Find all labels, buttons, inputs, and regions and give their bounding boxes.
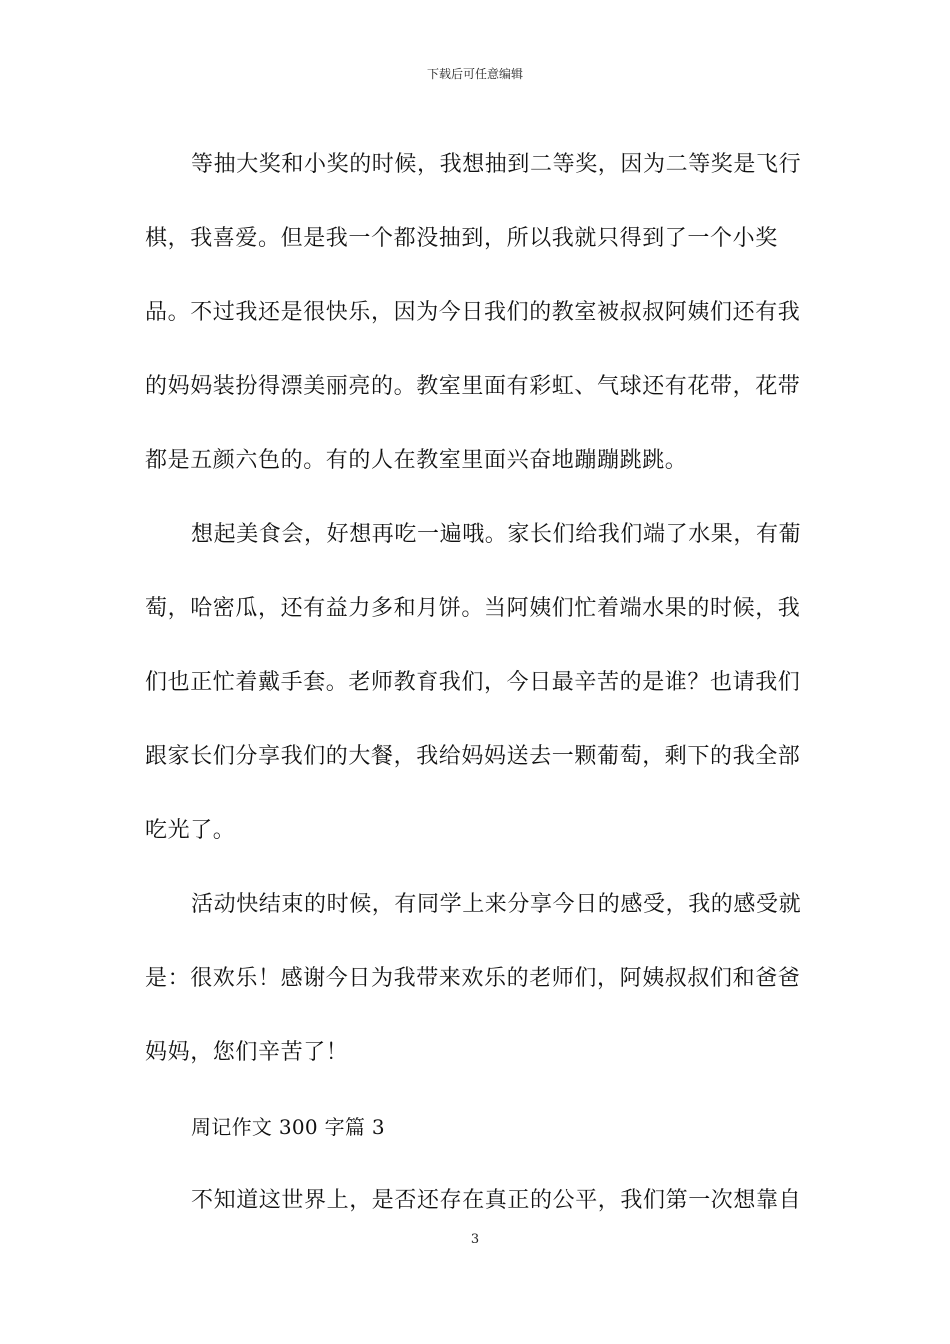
paragraph-ending: 活动快结束的时候，有同学上来分享今日的感受，我的感受就是：很欢乐！感谢今日为我带来欢乐的老师们，阿姨叔叔们和爸爸妈妈，您们辛苦了！ xyxy=(145,892,802,1065)
paragraph-food-party: 想起美食会，好想再吃一遍哦。家长们给我们端了水果，有葡萄，哈密瓜，还有益力多和月饼。当阿姨们忙着端水果的时候，我们也正忙着戴手套。老师教育我们，今日最辛苦的是谁？也请我们跟家长们分享我们的大餐，我给妈妈送去一颗葡萄，剩下的我全部吃光了。 xyxy=(145,522,802,843)
page-header-note: 下载后可任意编辑 xyxy=(426,67,523,81)
paragraph-fairness: 不知道这世界上，是否还存在真正的公平，我们第一次想靠自 xyxy=(191,1188,802,1213)
section-heading: 周记作文 300 字篇 3 xyxy=(191,1115,385,1139)
paragraph-lottery: 等抽大奖和小奖的时候，我想抽到二等奖，因为二等奖是飞行棋，我喜爱。但是我一个都没抽到，所以我就只得到了一个小奖品。不过我还是很快乐，因为今日我们的教室被叔叔阿姨们还有我的妈妈装扮得漂美丽亮的。教室里面有彩虹、气球还有花带，花带都是五颜六色的。有的人在教室里面兴奋地蹦蹦跳跳。 xyxy=(145,152,802,473)
document-body xyxy=(145,128,815,1238)
page-number: 3 xyxy=(470,1232,480,1247)
